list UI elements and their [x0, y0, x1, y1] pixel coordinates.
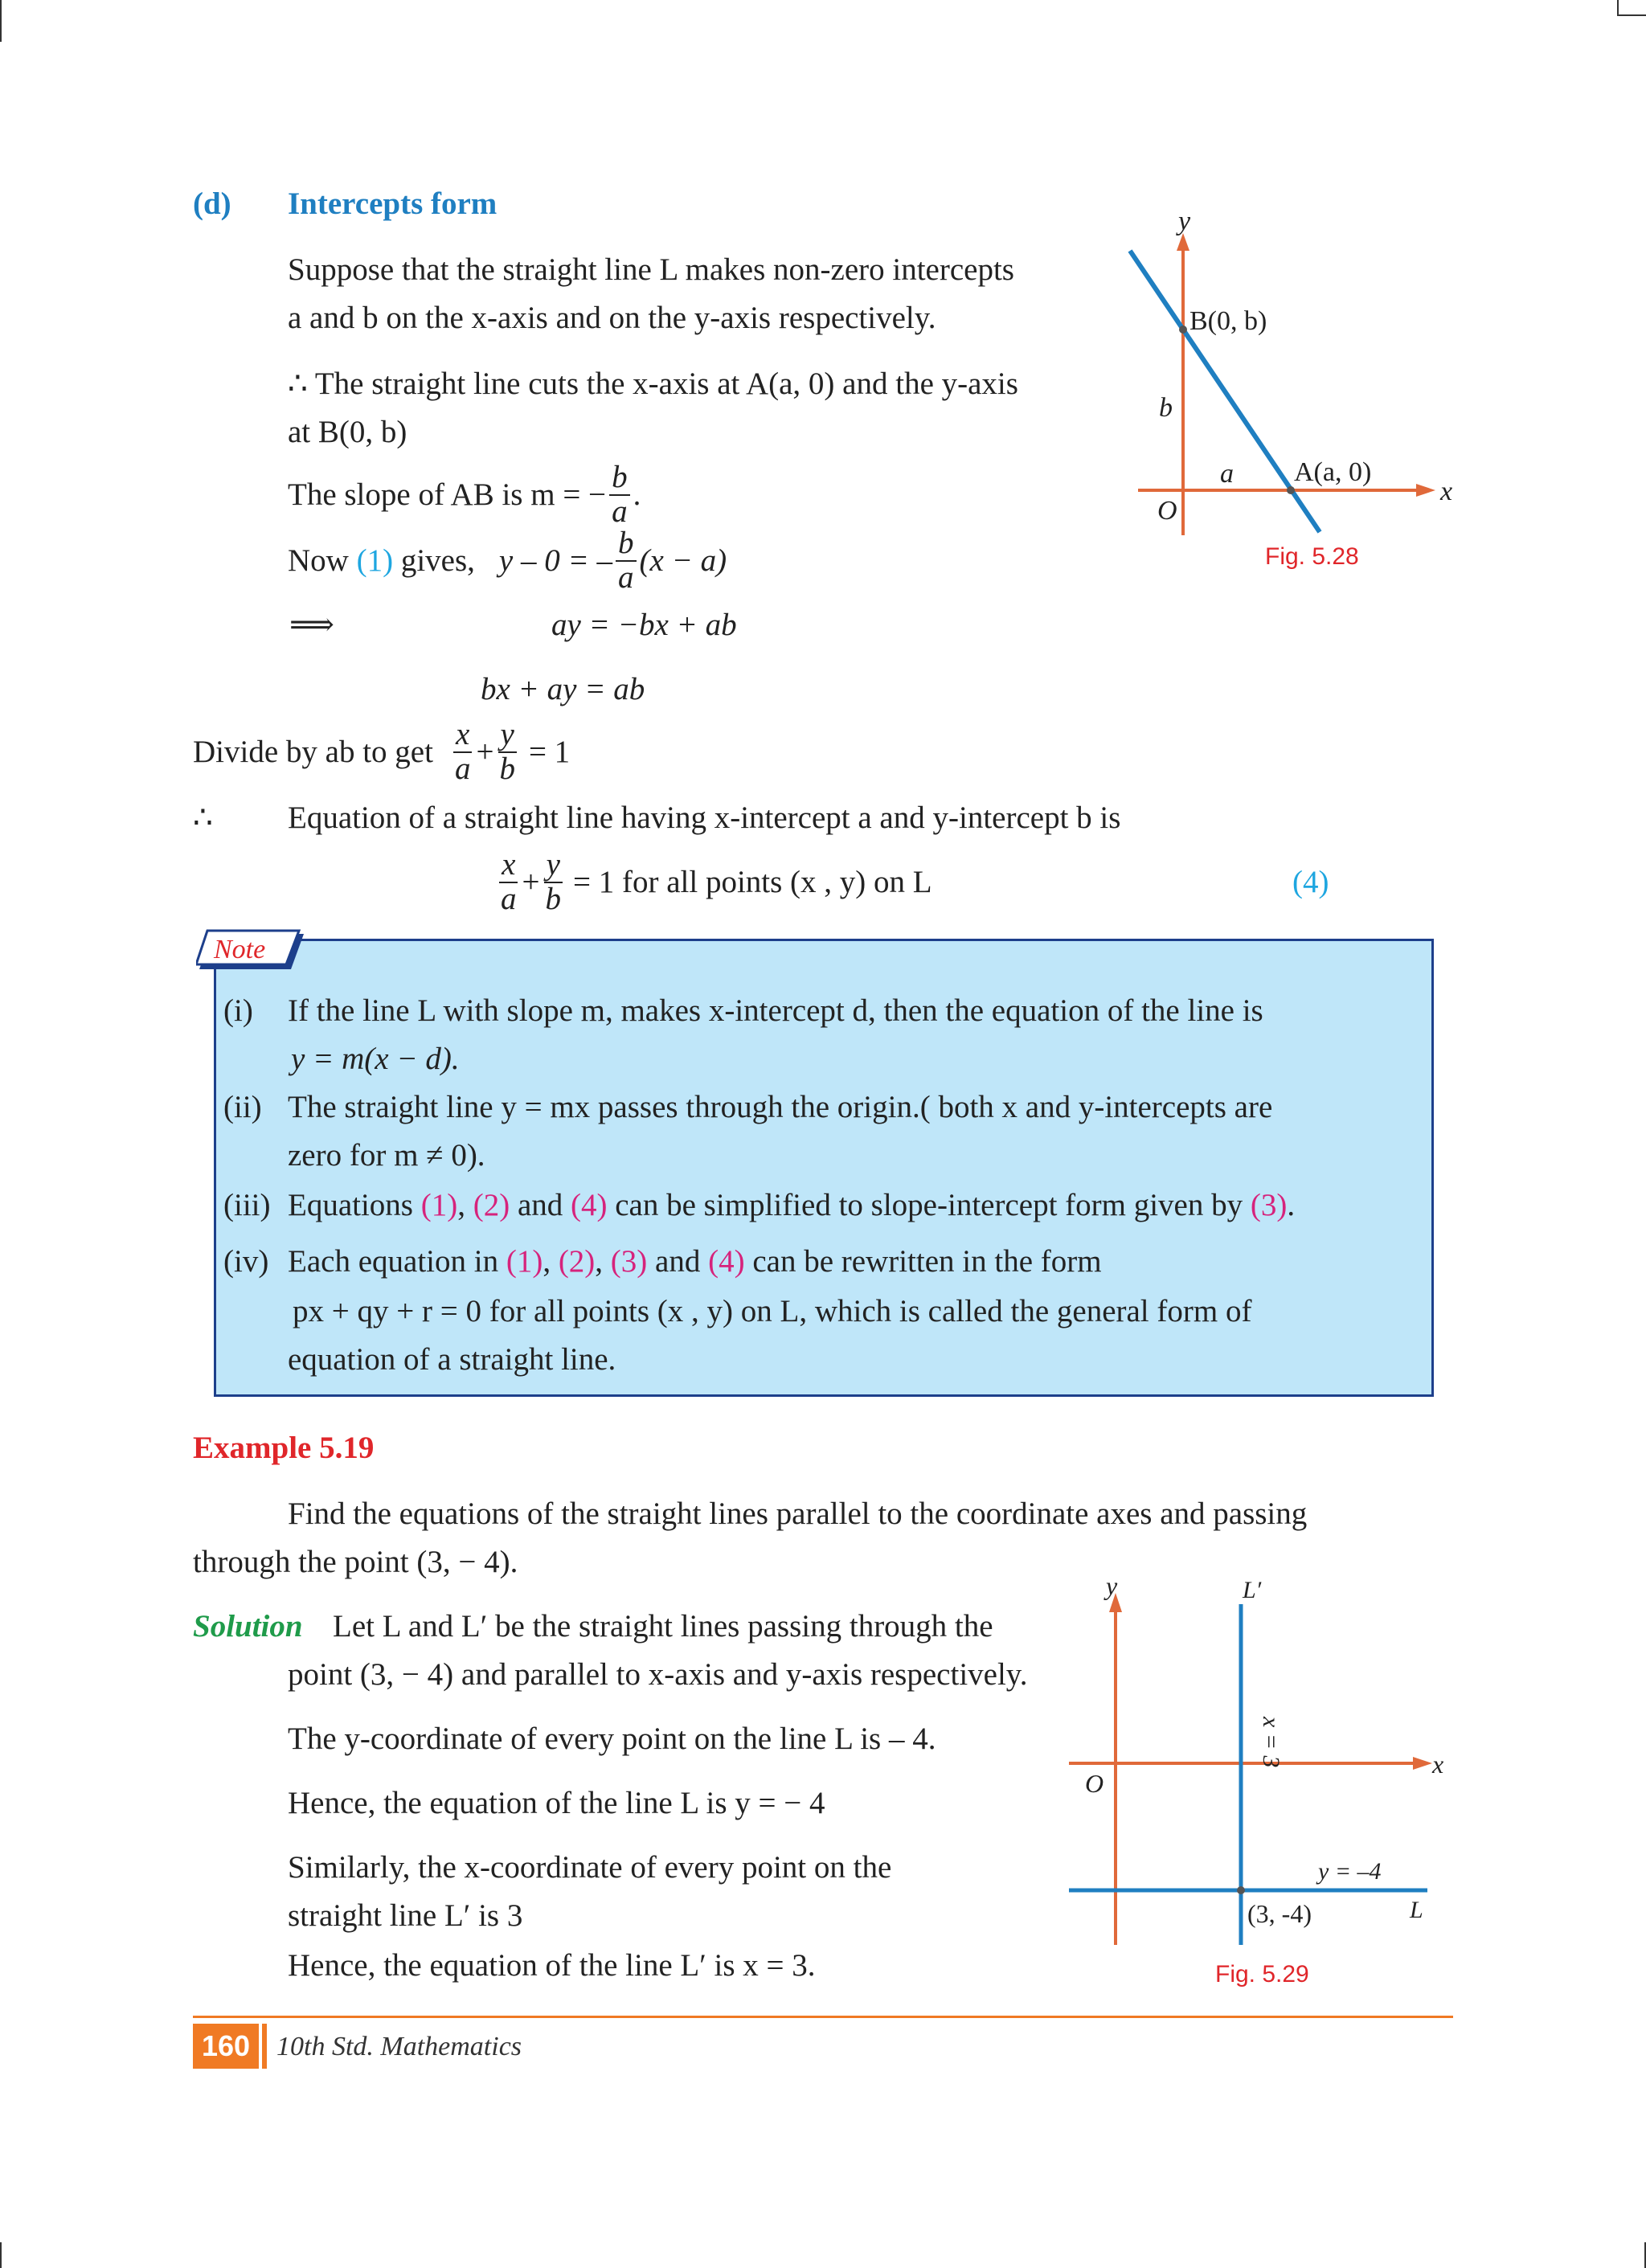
note-text: can be simplified to slope-intercept form given by [615, 1188, 1243, 1222]
now-text: Now [288, 543, 349, 579]
equation-rhs: (x − a) [639, 543, 727, 579]
solution-text: point (3, − 4) and parallel to x-axis and y-axis respectively. [288, 1657, 1028, 1692]
note-text: Each equation in [288, 1244, 499, 1279]
equation-ref[interactable]: (4) [571, 1188, 608, 1222]
solution-text: straight line L′ is 3 [288, 1898, 523, 1933]
fraction-denominator: a [501, 881, 517, 916]
plus-sign: + [476, 735, 494, 770]
point-a-label: A(a, 0) [1294, 457, 1372, 487]
fraction-denominator: a [612, 493, 628, 529]
l-label: L [1410, 1897, 1423, 1923]
example-title: Example 5.19 [193, 1431, 375, 1465]
section-title: Intercepts form [288, 186, 497, 221]
crop-mark [0, 0, 2, 42]
vertical-line-label: x = 3 [1258, 1717, 1284, 1768]
divide-text: Divide by ab to get [193, 735, 433, 770]
solution-text: Hence, the equation of the line L is y = − 4 [288, 1786, 825, 1820]
intro-line: a and b on the x-axis and on the y-axis respectively. [288, 301, 936, 335]
slope-fraction [609, 461, 630, 529]
note-item-text: equation of a straight line. [288, 1342, 616, 1377]
fraction-denominator: b [545, 881, 561, 916]
solution-text: Let L and L′ be the straight lines passing through the [333, 1609, 993, 1644]
fraction-numerator: x [499, 849, 518, 883]
slope-text: The slope of AB is m = − [288, 477, 607, 513]
fraction-numerator: y [544, 849, 563, 883]
equation-ref[interactable]: (1) [506, 1244, 543, 1279]
y-axis-label: y [1178, 211, 1191, 236]
question-text: through the point (3, − 4). [193, 1545, 518, 1579]
fraction-numerator: x [453, 718, 472, 753]
equation-number: (4) [1292, 865, 1329, 899]
note-item-text [288, 1189, 1295, 1221]
intercept-form-equation: $\frac{x}{a}$ + $\frac{y}{b}$ = 1 for all points (x , y) on L [495, 849, 932, 916]
period: . [1287, 1188, 1296, 1222]
equation-ref[interactable]: (2) [473, 1188, 510, 1222]
intersection-point [1237, 1886, 1245, 1894]
equation-step: bx + ay = ab [481, 672, 645, 706]
note-tag [196, 929, 309, 974]
solution-label: Solution [193, 1609, 303, 1644]
equation-rhs: = 1 for all points (x , y) on L [573, 865, 932, 900]
origin-label: O [1085, 1769, 1104, 1798]
note-item-number: (ii) [223, 1090, 262, 1124]
divide-step [193, 718, 570, 786]
b-length-label: b [1159, 393, 1173, 423]
note-text: and [517, 1188, 563, 1222]
equation-ref[interactable]: (2) [558, 1244, 596, 1279]
page-number: 160 [193, 2024, 259, 2069]
solution-text: Hence, the equation of the line L′ is x = 3. [288, 1948, 816, 1983]
note-text: Equations [288, 1188, 413, 1222]
x-axis-arrow [1413, 1757, 1432, 1770]
equation-ref[interactable]: (1) [420, 1188, 458, 1222]
comma: , [543, 1244, 551, 1279]
note-text: and [655, 1244, 701, 1279]
fraction-denominator: a [454, 751, 471, 786]
figure-5-29 [1061, 1572, 1479, 1950]
therefore-symbol: ∴ [193, 800, 213, 835]
point-b-label: B(0, b) [1189, 306, 1267, 336]
note-item-number: (i) [223, 993, 253, 1028]
x-over-a [452, 718, 473, 786]
y-over-b [497, 718, 518, 786]
equation-ref[interactable]: (3) [610, 1244, 648, 1279]
conclusion-text: Equation of a straight line having x-intercept a and y-intercept b is [288, 800, 1121, 835]
figure-caption: Fig. 5.28 [1265, 543, 1359, 570]
x-axis-label: x [1432, 1750, 1444, 1779]
note-text: can be rewritten in the form [752, 1244, 1102, 1279]
note-tag-label: Note [214, 935, 266, 964]
point-b [1179, 325, 1187, 334]
crop-mark [1619, 14, 1646, 16]
note-item-text: The straight line y = mx passes through the origin.( both x and y-intercepts are [288, 1090, 1273, 1124]
horizontal-line-label: y = –4 [1318, 1858, 1382, 1885]
note-item-number: (iv) [223, 1244, 269, 1279]
crop-mark [1617, 0, 1619, 16]
equals-one: = 1 [528, 735, 571, 770]
origin-label: O [1157, 496, 1177, 526]
cut-line: ∴ The straight line cuts the x-axis at A(a, 0) and the y-axis [288, 366, 1018, 401]
point-label: (3, -4) [1247, 1899, 1312, 1928]
question-text: Find the equations of the straight lines parallel to the coordinate axes and passing [288, 1496, 1308, 1531]
solution-text: Similarly, the x-coordinate of every point on the [288, 1850, 892, 1885]
comma: , [595, 1244, 604, 1279]
x-axis-label: x [1440, 477, 1453, 506]
l-prime-label: L′ [1243, 1577, 1262, 1603]
footer-rule [193, 2016, 1453, 2018]
fraction-denominator: b [499, 751, 515, 786]
section-label: (d) [193, 186, 231, 221]
y-axis-label: y [1106, 1572, 1118, 1600]
fraction-numerator: b [616, 527, 637, 562]
equation-lhs: y – 0 = – [498, 543, 613, 579]
implies-arrow: ⟹ [289, 608, 334, 642]
note-item-number: (iii) [223, 1188, 271, 1222]
fraction-numerator: y [498, 718, 517, 753]
note-item-text [288, 1246, 1102, 1277]
x-over-a [498, 849, 519, 916]
comma: , [457, 1188, 465, 1222]
equation-ref[interactable]: (3) [1250, 1188, 1288, 1222]
a-length-label: a [1220, 459, 1234, 489]
point-slope-equation [288, 527, 727, 595]
fraction-denominator: a [618, 559, 634, 595]
equation-step: ay = −bx + ab [551, 608, 737, 642]
fraction-numerator: b [609, 461, 630, 496]
note-item-text: y = m(x − d). [291, 1042, 460, 1076]
note-item-text: px + qy + r = 0 for all points (x , y) on L, which is called the general form of [293, 1294, 1252, 1328]
slope-formula: The slope of AB is m = − $\frac{b}{a}$ . [288, 460, 641, 529]
equation-fraction [616, 527, 637, 595]
point-a [1287, 486, 1295, 494]
figure-5-28 [1122, 211, 1476, 580]
intro-line: Suppose that the straight line L makes non-zero intercepts [288, 252, 1014, 287]
equation-ref[interactable]: (4) [708, 1244, 745, 1279]
cut-line: at B(0, b) [288, 415, 407, 449]
crop-mark [0, 2242, 2, 2268]
note-item-text: If the line L with slope m, makes x-intercept d, then the equation of the line is [288, 993, 1263, 1028]
equation-ref[interactable]: (1) [356, 543, 394, 579]
book-title: 10th Std. Mathematics [276, 2032, 522, 2061]
footer-bar [262, 2024, 267, 2069]
x-axis-arrow [1416, 484, 1435, 497]
note-item-text: zero for m ≠ 0). [288, 1138, 485, 1173]
gives-text: gives, [400, 543, 475, 579]
solution-text: The y-coordinate of every point on the line L is – 4. [288, 1721, 936, 1756]
y-over-b [543, 849, 564, 916]
figure-caption: Fig. 5.29 [1215, 1961, 1309, 1988]
